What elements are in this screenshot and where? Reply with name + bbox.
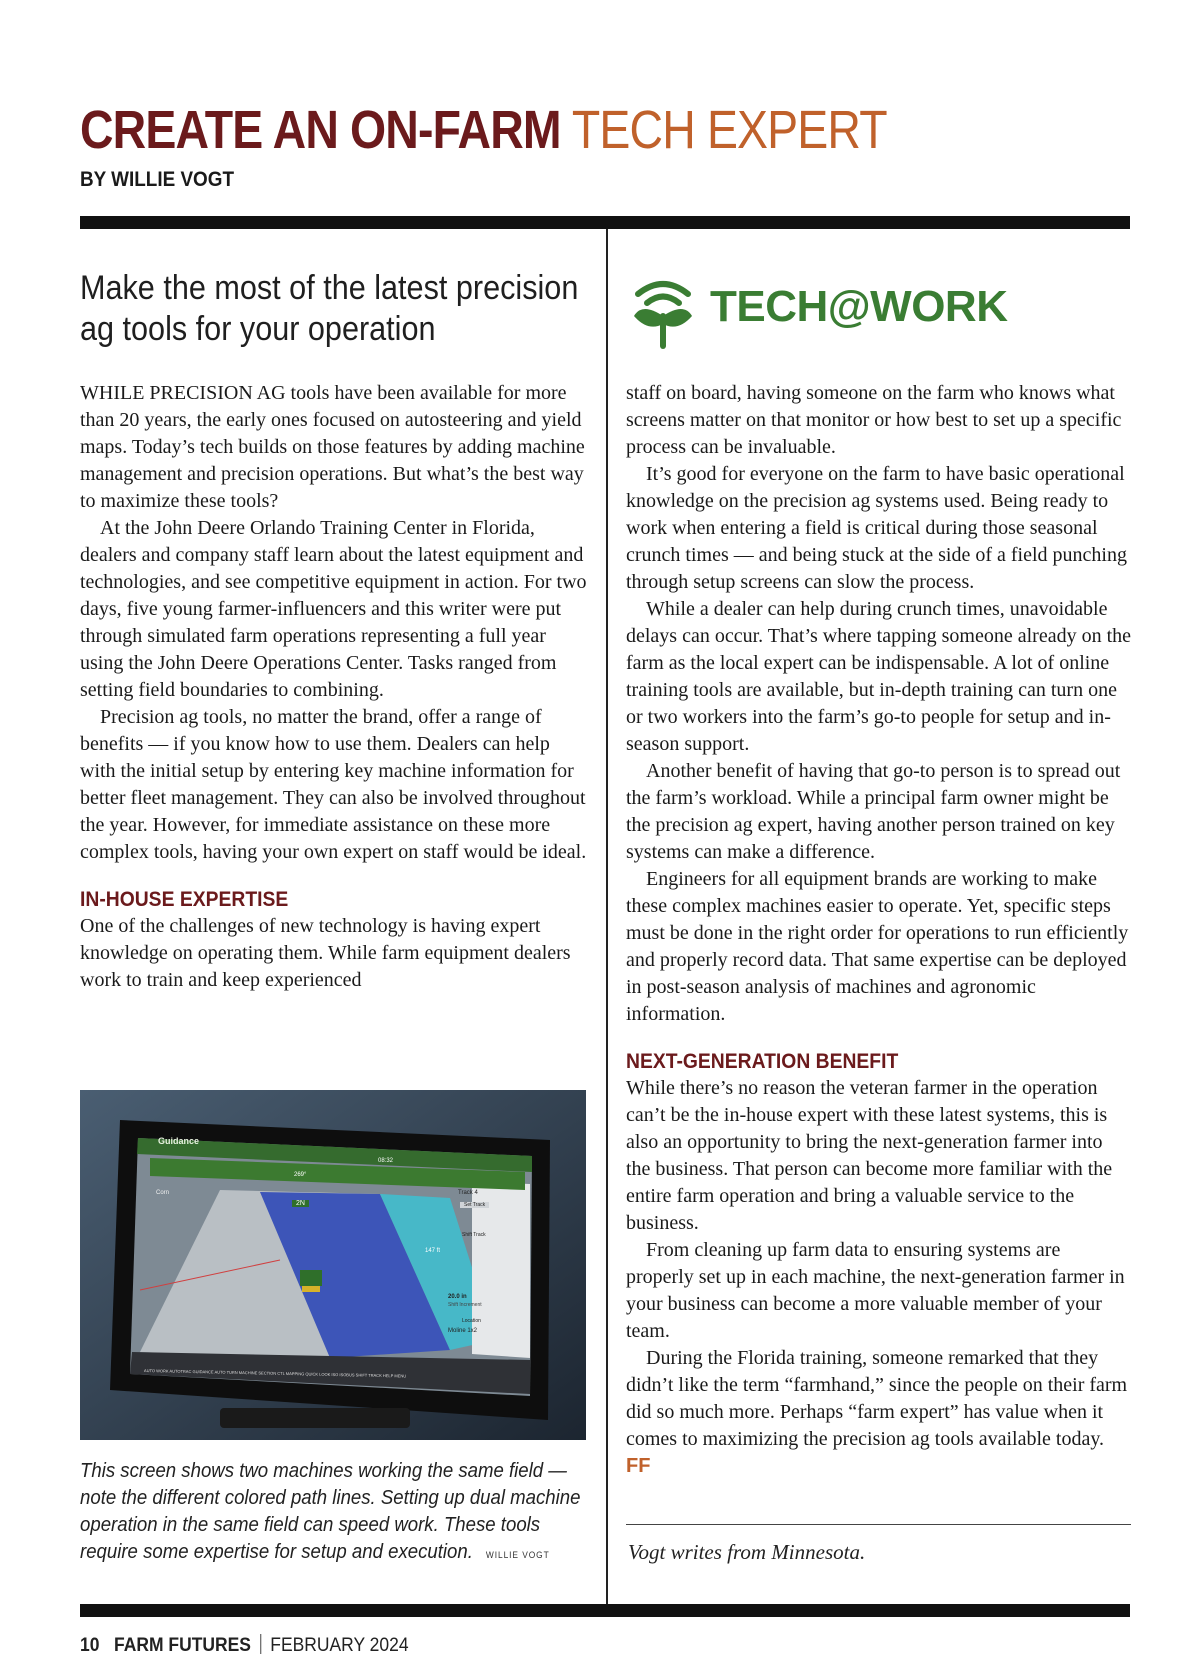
subhead-next-generation-benefit: NEXT-GENERATION BENEFIT — [626, 1050, 899, 1073]
crop-label: Corn — [156, 1190, 170, 1196]
location-value: Moline 1x2 — [448, 1328, 478, 1334]
toolbar-item: GUIDANCE — [192, 1369, 214, 1375]
location-label: Location — [462, 1318, 481, 1324]
distance-readout: 147 ft — [425, 1248, 441, 1254]
toolbar-item: MAPPING — [285, 1370, 305, 1377]
headline-light: TECH EXPERT — [571, 100, 887, 160]
pass-label: 2N — [292, 1200, 309, 1207]
page-number: 10 — [80, 1635, 100, 1656]
track-label: Track 4 — [458, 1190, 478, 1196]
body-paragraph: Precision ag tools, no matter the brand, offer a range of benefits — if you know how to use them. Dealers can help with the initial setup by entering key machine information for better fleet management. They can also be involved throughout the year. However, for immediate assistance on these more complex tools, having your own expert on staff would be ideal. — [80, 706, 587, 863]
photo-credit: WILLIE VOGT — [485, 1550, 550, 1560]
body-paragraph: Another benefit of having that go-to person is to spread out the farm’s workload. While a principal farm owner might be the precision ag expert, having another person trained on key systems can make a difference. — [626, 760, 1121, 863]
toolbar-item: SECTION CTL — [258, 1370, 285, 1376]
body-paragraph: WHILE PRECISION AG tools have been available for more than 20 years, the early ones focused on autosteering and yield maps. Today’s tech builds on those features by adding machine management and precision operations. But what’s the best way to maximize these tools? — [80, 382, 585, 512]
body-paragraph: While there’s no reason the veteran farmer in the operation can’t be the in-house expert with these latest systems, this is also an opportunity to bring the next-generation farmer into the business. That person can become more familiar with the entire farm operation and bring a valuable service to the business. — [626, 1077, 1113, 1234]
body-paragraph: staff on board, having someone on the farm who knows what screens matter on that monitor or how best to set up a specific process can be invaluable. — [626, 382, 1122, 458]
body-paragraph: From cleaning up farm data to ensuring systems are properly set up in each machine, the next-generation farmer in your business can become a more valuable member of your team. — [626, 1239, 1125, 1342]
toolbar-item: MACHINE — [238, 1369, 258, 1376]
clock-readout: 08:32 — [378, 1158, 394, 1164]
tech-at-work-logo — [628, 272, 1048, 352]
photo-caption — [80, 1458, 590, 1569]
body-paragraph: At the John Deere Orlando Training Center in Florida, dealers and company staff learn about the latest equipment and technologies, and see competitive equipment in action. For two days, five young farmer-influencers and this writer were put through simulated farm operations representing a full year using the John Deere Operations Center. Tasks ranged from setting field boundaries to combining. — [80, 517, 587, 701]
headline-bold: CREATE AN ON-FARM — [80, 100, 561, 160]
body-paragraph: Engineers for all equipment brands are working to make these complex machines easier to operate. Yet, specific steps must be done in the right order for operations to run efficiently and properly record data. That same expertise can be deployed in post-season analysis of machines and agronomic information. — [626, 868, 1129, 1025]
toolbar-item: AUTO — [143, 1368, 156, 1374]
shift-track-label: Shift Track — [462, 1232, 486, 1238]
folio — [80, 1634, 409, 1657]
bottom-rule — [80, 1604, 1130, 1617]
toolbar-item: SHIFT TRACK — [355, 1372, 382, 1378]
left-column — [80, 380, 588, 994]
guidance-display-photo — [80, 1090, 586, 1440]
author-signoff: Vogt writes from Minnesota. — [628, 1540, 866, 1564]
toolbar-item: ISO — [331, 1371, 339, 1378]
wifi-leaf-icon — [628, 272, 698, 352]
caption-text: This screen shows two machines working the same field — note the different colored path lines. Setting up dual machine operation in the same field can speed work. These tools require some expertise for setup and execution. — [80, 1460, 581, 1563]
toolbar-item: AUTO TURN — [214, 1369, 238, 1375]
body-paragraph — [626, 1345, 1131, 1480]
toolbar-item: ISOBUS — [339, 1372, 355, 1378]
body-paragraph: While a dealer can help during crunch times, unavoidable delays can occur. That’s where tapping someone already on the farm as the local expert can be indispensable. A lot of online training tools are available, but in-depth training can turn one or two workers into the farm’s go-to people for setup and in-season support. — [626, 598, 1132, 755]
magazine-name: FARM FUTURES — [114, 1635, 251, 1656]
toolbar-item: AUTOTRAC — [169, 1368, 192, 1374]
toolbar-item: QUICK LOOK — [305, 1371, 331, 1377]
shift-increment-value: 20.0 in — [448, 1294, 467, 1300]
heading-readout: 269° — [294, 1172, 307, 1178]
screen-title: Guidance — [158, 1136, 200, 1146]
toolbar-item: WORK — [156, 1368, 169, 1374]
subhead-in-house-expertise: IN-HOUSE EXPERTISE — [80, 888, 289, 911]
top-rule — [80, 216, 1130, 229]
byline: BY WILLIE VOGT — [80, 168, 235, 191]
signoff-rule — [626, 1524, 1131, 1525]
end-mark: FF — [626, 1455, 651, 1477]
dek: Make the most of the latest precision ag tools for your operation — [80, 269, 579, 348]
folio-separator — [260, 1634, 261, 1654]
toolbar-item: MENU — [394, 1373, 407, 1379]
tech-at-work-text: TECH@WORK — [710, 282, 1008, 331]
issue-date: FEBRUARY 2024 — [270, 1635, 409, 1656]
set-track-button: Set Track — [460, 1202, 489, 1208]
toolbar-item: HELP — [382, 1373, 394, 1379]
body-paragraph: One of the challenges of new technology is having expert knowledge on operating them. While farm equipment dealers work to train and keep experienced — [80, 915, 571, 991]
closing-text: During the Florida training, someone remarked that they didn’t like the term “farmhand,” since the people on their farm did so much more. Perhaps “farm expert” has value when it comes to maximizing the precision ag tools available today. — [626, 1347, 1128, 1450]
shift-increment-label: Shift Increment — [448, 1302, 482, 1308]
column-divider — [606, 229, 608, 1604]
right-column — [626, 380, 1131, 1480]
body-paragraph: It’s good for everyone on the farm to have basic operational knowledge on the precision ag systems used. Being ready to work when entering a field is critical during those seasonal crunch times — and being stuck at the side of a field punching through setup screens can slow the process. — [626, 463, 1127, 593]
headline — [80, 98, 887, 162]
